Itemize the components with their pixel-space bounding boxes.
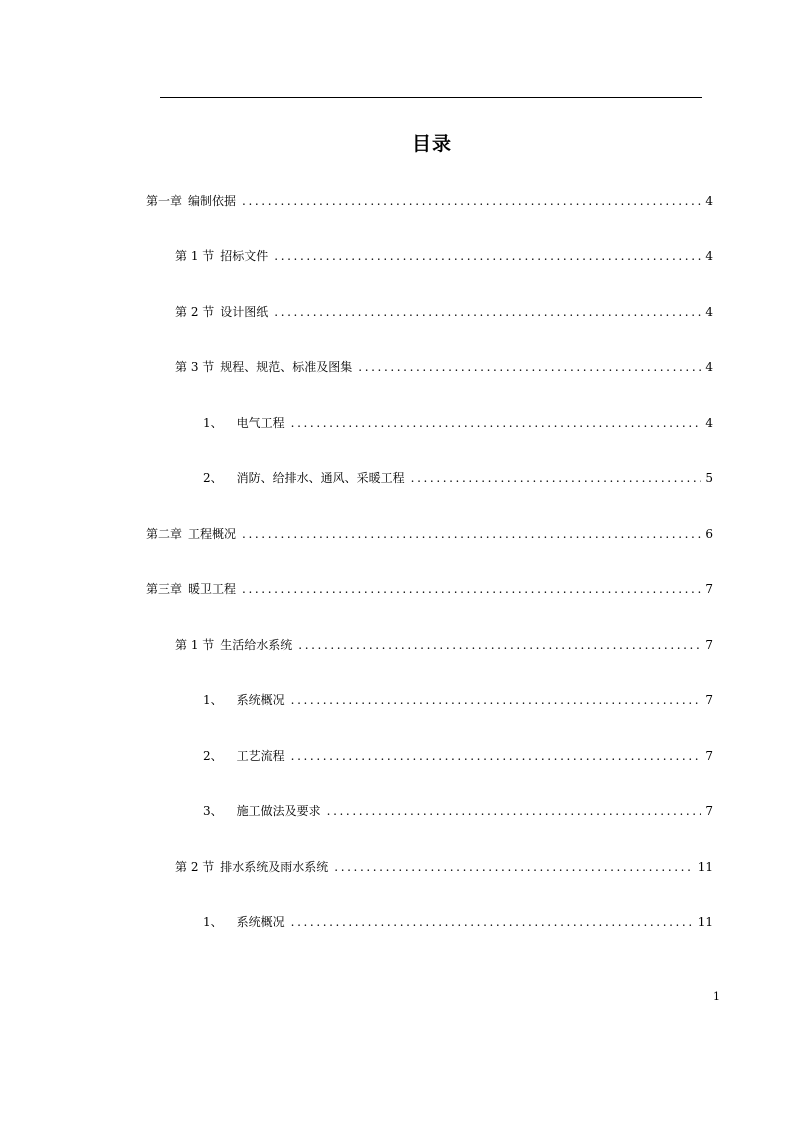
toc-entry-section-1-3[interactable]: [175, 357, 713, 377]
toc-entry-page: 4: [705, 416, 713, 430]
toc-entry-chapter-1[interactable]: [146, 191, 713, 211]
toc-entry-text: 消防、给排水、通风、采暖工程: [236, 471, 405, 485]
dot-leader: [298, 635, 701, 655]
toc-entry-chapter-3[interactable]: [146, 579, 713, 599]
toc-entry-number: 2、: [203, 749, 223, 763]
toc-entry-page: 7: [705, 749, 713, 763]
toc-entry-text: 编制依据: [188, 194, 237, 208]
toc-entry-page: 4: [705, 305, 713, 319]
toc-entry-item-drainage-overview[interactable]: [203, 912, 713, 932]
toc-entry-number: 1、: [203, 693, 223, 707]
toc-entry-item-fire-hvac[interactable]: [203, 468, 713, 488]
toc-entry-number: 第一章: [146, 194, 183, 208]
toc-entry-section-1-2[interactable]: [175, 302, 713, 322]
dot-leader: [274, 246, 701, 266]
dot-leader: [334, 857, 693, 877]
dot-leader: [358, 357, 701, 377]
toc-title: 目录: [411, 133, 452, 155]
dot-leader: [327, 801, 702, 821]
toc-entry-text: 暖卫工程: [188, 582, 237, 596]
dot-leader: [242, 191, 701, 211]
toc-entry-page: 7: [705, 638, 713, 652]
toc-entry-text: 生活给水系统: [220, 638, 293, 652]
toc-entry-number: 1、: [203, 915, 223, 929]
toc-entry-number: 第 3 节: [175, 360, 215, 374]
toc-entry-page: 7: [705, 693, 713, 707]
toc-entry-page: 7: [705, 804, 713, 818]
toc-entry-page: 4: [705, 360, 713, 374]
toc-entry-number: 1、: [203, 416, 223, 430]
toc-entry-number: 第 2 节: [175, 305, 215, 319]
toc-entry-text: 工艺流程: [236, 749, 285, 763]
toc-entry-page: 6: [705, 527, 713, 541]
dot-leader: [291, 746, 702, 766]
toc-entry-number: 第三章: [146, 582, 183, 596]
page-number: 1: [713, 990, 720, 1003]
toc-entry-text: 规程、规范、标准及图集: [220, 360, 353, 374]
toc-entry-number: 2、: [203, 471, 223, 485]
toc-entry-page: 7: [705, 582, 713, 596]
toc-entry-text: 招标文件: [220, 249, 269, 263]
toc-entry-item-system-overview[interactable]: [203, 690, 713, 710]
dot-leader: [274, 302, 701, 322]
dot-leader: [242, 579, 701, 599]
toc-entry-text: 电气工程: [236, 416, 285, 430]
toc-entry-item-electrical[interactable]: [203, 413, 713, 433]
dot-leader: [411, 468, 702, 488]
toc-entry-item-process-flow[interactable]: [203, 746, 713, 766]
toc-entry-text: 系统概况: [236, 693, 285, 707]
dot-leader: [291, 690, 702, 710]
toc-entry-text: 系统概况: [236, 915, 285, 929]
toc-entry-text: 工程概况: [188, 527, 237, 541]
toc-entry-text: 设计图纸: [220, 305, 269, 319]
dot-leader: [242, 524, 701, 544]
toc-entry-item-construction-methods[interactable]: [203, 801, 713, 821]
toc-entry-page: 11: [697, 915, 713, 929]
toc-entry-page: 11: [697, 860, 713, 874]
toc-entry-page: 4: [705, 249, 713, 263]
toc-entry-text: 施工做法及要求: [236, 804, 321, 818]
dot-leader: [291, 912, 694, 932]
toc-entry-section-3-2[interactable]: [175, 857, 713, 877]
dot-leader: [291, 413, 702, 433]
toc-entry-page: 4: [705, 194, 713, 208]
toc-entry-text: 排水系统及雨水系统: [220, 860, 329, 874]
toc-entry-number: 3、: [203, 804, 223, 818]
toc-entry-number: 第 2 节: [175, 860, 215, 874]
toc-entry-page: 5: [705, 471, 713, 485]
toc-entry-section-1-1[interactable]: [175, 246, 713, 266]
toc-entry-number: 第 1 节: [175, 249, 215, 263]
toc-entry-section-3-1[interactable]: [175, 635, 713, 655]
toc-entry-chapter-2[interactable]: [146, 524, 713, 544]
toc-entry-number: 第 1 节: [175, 638, 215, 652]
toc-entry-number: 第二章: [146, 527, 183, 541]
